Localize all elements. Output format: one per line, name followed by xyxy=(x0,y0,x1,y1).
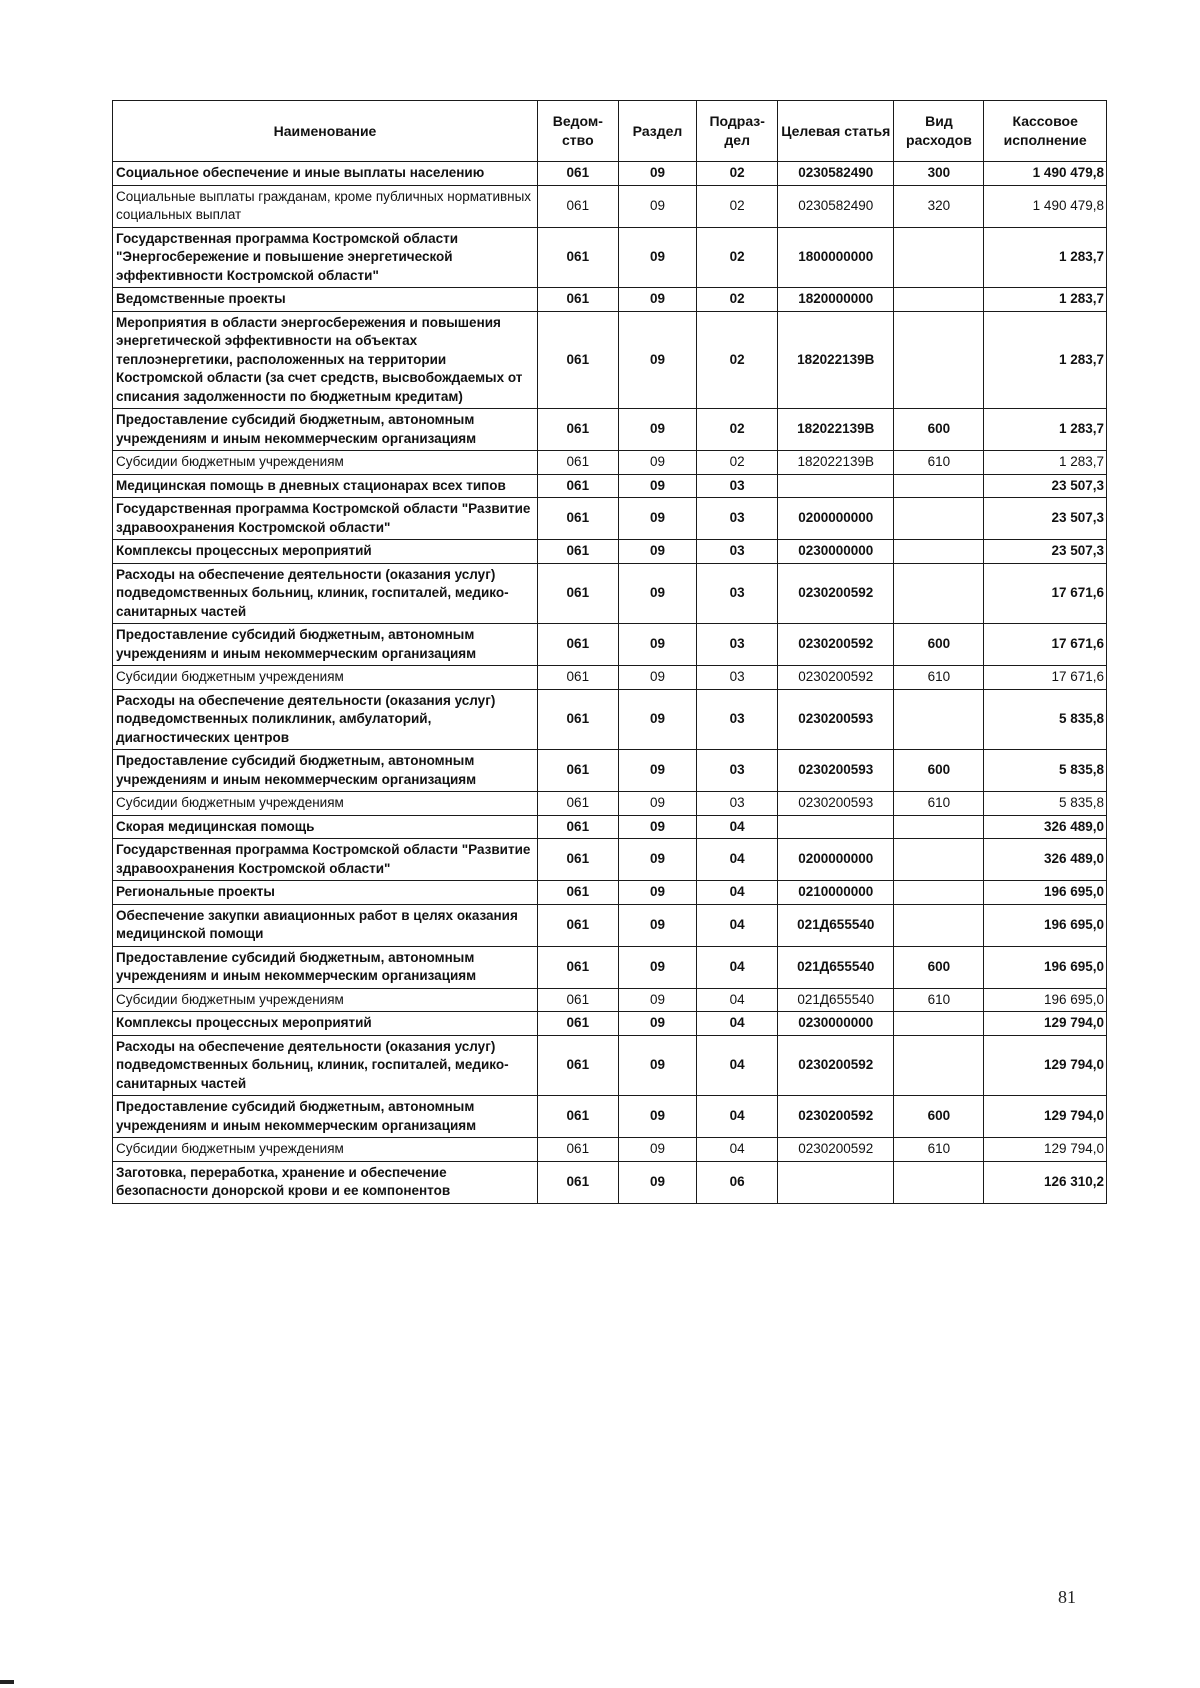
cell-name: Государственная программа Костромской области "Развитие здравоохранения Костромской области" xyxy=(113,498,538,540)
cell-podr: 06 xyxy=(697,1161,778,1203)
cell-podr: 02 xyxy=(697,185,778,227)
cell-vid xyxy=(894,498,984,540)
table-row xyxy=(113,1096,1107,1138)
cell-vid: 610 xyxy=(894,666,984,690)
cell-vid xyxy=(894,1161,984,1203)
cell-vid xyxy=(894,288,984,312)
cell-ved: 061 xyxy=(537,839,618,881)
cell-razd: 09 xyxy=(618,498,697,540)
cell-kass: 1 283,7 xyxy=(984,409,1107,451)
cell-podr: 02 xyxy=(697,227,778,288)
cell-podr: 02 xyxy=(697,451,778,475)
cell-name: Скорая медицинская помощь xyxy=(113,815,538,839)
cell-podr: 03 xyxy=(697,792,778,816)
cell-ved: 061 xyxy=(537,162,618,186)
cell-vid xyxy=(894,311,984,409)
cell-podr: 02 xyxy=(697,409,778,451)
cell-kass: 326 489,0 xyxy=(984,839,1107,881)
cell-podr: 04 xyxy=(697,839,778,881)
header-podr: Подраз-дел xyxy=(697,101,778,162)
cell-podr: 03 xyxy=(697,563,778,624)
table-row xyxy=(113,227,1107,288)
cell-razd: 09 xyxy=(618,311,697,409)
table-row xyxy=(113,288,1107,312)
cell-razd: 09 xyxy=(618,1012,697,1036)
cell-razd: 09 xyxy=(618,988,697,1012)
cell-kass: 23 507,3 xyxy=(984,540,1107,564)
cell-kass: 196 695,0 xyxy=(984,881,1107,905)
cell-name: Субсидии бюджетным учреждениям xyxy=(113,1138,538,1162)
cell-name: Заготовка, переработка, хранение и обеспечение безопасности донорской крови и ее компонентов xyxy=(113,1161,538,1203)
cell-razd: 09 xyxy=(618,288,697,312)
table-row xyxy=(113,409,1107,451)
cell-kass: 129 794,0 xyxy=(984,1012,1107,1036)
cell-cel: 021Д655540 xyxy=(778,988,894,1012)
cell-podr: 04 xyxy=(697,815,778,839)
cell-vid: 600 xyxy=(894,1096,984,1138)
cell-cel xyxy=(778,474,894,498)
cell-vid xyxy=(894,839,984,881)
cell-name: Государственная программа Костромской области "Развитие здравоохранения Костромской области" xyxy=(113,839,538,881)
cell-kass: 17 671,6 xyxy=(984,666,1107,690)
cell-kass: 129 794,0 xyxy=(984,1096,1107,1138)
cell-podr: 04 xyxy=(697,881,778,905)
cell-vid xyxy=(894,227,984,288)
cell-cel xyxy=(778,1161,894,1203)
table-row xyxy=(113,162,1107,186)
cell-name: Предоставление субсидий бюджетным, автономным учреждениям и иным некоммерческим организациям xyxy=(113,946,538,988)
cell-kass: 326 489,0 xyxy=(984,815,1107,839)
budget-table-container xyxy=(112,100,1107,1204)
cell-vid xyxy=(894,689,984,750)
cell-cel: 0230582490 xyxy=(778,162,894,186)
table-row xyxy=(113,498,1107,540)
cell-cel: 1820000000 xyxy=(778,288,894,312)
cell-kass: 5 835,8 xyxy=(984,792,1107,816)
cell-podr: 04 xyxy=(697,946,778,988)
cell-name: Обеспечение закупки авиационных работ в целях оказания медицинской помощи xyxy=(113,904,538,946)
cell-name: Предоставление субсидий бюджетным, автономным учреждениям и иным некоммерческим организациям xyxy=(113,624,538,666)
cell-razd: 09 xyxy=(618,227,697,288)
cell-name: Субсидии бюджетным учреждениям xyxy=(113,988,538,1012)
cell-ved: 061 xyxy=(537,792,618,816)
cell-name: Субсидии бюджетным учреждениям xyxy=(113,792,538,816)
cell-podr: 04 xyxy=(697,1035,778,1096)
cell-razd: 09 xyxy=(618,792,697,816)
cell-name: Предоставление субсидий бюджетным, автономным учреждениям и иным некоммерческим организациям xyxy=(113,750,538,792)
table-header-row xyxy=(113,101,1107,162)
cell-razd: 09 xyxy=(618,666,697,690)
cell-vid: 610 xyxy=(894,792,984,816)
header-kass: Кассовое исполнение xyxy=(984,101,1107,162)
table-row xyxy=(113,451,1107,475)
cell-razd: 09 xyxy=(618,185,697,227)
cell-razd: 09 xyxy=(618,1096,697,1138)
cell-kass: 126 310,2 xyxy=(984,1161,1107,1203)
cell-razd: 09 xyxy=(618,1035,697,1096)
cell-podr: 03 xyxy=(697,689,778,750)
cell-cel: 0230200592 xyxy=(778,1138,894,1162)
header-name: Наименование xyxy=(113,101,538,162)
cell-podr: 03 xyxy=(697,666,778,690)
cell-kass: 1 283,7 xyxy=(984,311,1107,409)
cell-razd: 09 xyxy=(618,1161,697,1203)
cell-vid: 610 xyxy=(894,451,984,475)
cell-vid: 600 xyxy=(894,750,984,792)
cell-razd: 09 xyxy=(618,624,697,666)
cell-ved: 061 xyxy=(537,563,618,624)
table-row xyxy=(113,311,1107,409)
cell-cel: 021Д655540 xyxy=(778,946,894,988)
cell-kass: 196 695,0 xyxy=(984,904,1107,946)
table-row xyxy=(113,563,1107,624)
cell-kass: 1 490 479,8 xyxy=(984,185,1107,227)
table-row xyxy=(113,540,1107,564)
cell-cel: 0200000000 xyxy=(778,839,894,881)
cell-cel: 182022139В xyxy=(778,451,894,475)
header-cel: Целевая статья xyxy=(778,101,894,162)
cell-vid: 320 xyxy=(894,185,984,227)
cell-podr: 02 xyxy=(697,162,778,186)
cell-kass: 23 507,3 xyxy=(984,474,1107,498)
cell-podr: 04 xyxy=(697,1138,778,1162)
cell-name: Комплексы процессных мероприятий xyxy=(113,540,538,564)
cell-cel: 0230000000 xyxy=(778,540,894,564)
cell-cel: 021Д655540 xyxy=(778,904,894,946)
header-razd: Раздел xyxy=(618,101,697,162)
table-row xyxy=(113,815,1107,839)
cell-ved: 061 xyxy=(537,185,618,227)
cell-ved: 061 xyxy=(537,498,618,540)
table-row xyxy=(113,666,1107,690)
budget-execution-table xyxy=(112,100,1107,1204)
cell-kass: 1 283,7 xyxy=(984,288,1107,312)
cell-cel: 0230200593 xyxy=(778,792,894,816)
cell-cel: 0230200592 xyxy=(778,1096,894,1138)
cell-name: Субсидии бюджетным учреждениям xyxy=(113,666,538,690)
cell-name: Расходы на обеспечение деятельности (оказания услуг) подведомственных больниц, клиник, госпиталей, медико-санитарных частей xyxy=(113,563,538,624)
cell-vid: 300 xyxy=(894,162,984,186)
table-row xyxy=(113,839,1107,881)
cell-podr: 04 xyxy=(697,904,778,946)
cell-cel: 0230200592 xyxy=(778,563,894,624)
cell-podr: 04 xyxy=(697,1012,778,1036)
cell-name: Расходы на обеспечение деятельности (оказания услуг) подведомственных поликлиник, амбулаторий, диагностических центров xyxy=(113,689,538,750)
cell-ved: 061 xyxy=(537,689,618,750)
table-row xyxy=(113,750,1107,792)
cell-ved: 061 xyxy=(537,750,618,792)
scan-artifact-mark xyxy=(0,1680,14,1684)
cell-razd: 09 xyxy=(618,904,697,946)
cell-kass: 1 490 479,8 xyxy=(984,162,1107,186)
cell-ved: 061 xyxy=(537,1035,618,1096)
cell-vid xyxy=(894,540,984,564)
cell-ved: 061 xyxy=(537,904,618,946)
cell-ved: 061 xyxy=(537,474,618,498)
cell-name: Социальные выплаты гражданам, кроме публичных нормативных социальных выплат xyxy=(113,185,538,227)
cell-vid: 610 xyxy=(894,1138,984,1162)
cell-cel: 0230200593 xyxy=(778,750,894,792)
table-row xyxy=(113,689,1107,750)
cell-name: Расходы на обеспечение деятельности (оказания услуг) подведомственных больниц, клиник, госпиталей, медико-санитарных частей xyxy=(113,1035,538,1096)
cell-ved: 061 xyxy=(537,988,618,1012)
cell-razd: 09 xyxy=(618,409,697,451)
cell-vid xyxy=(894,1035,984,1096)
cell-cel: 182022139В xyxy=(778,409,894,451)
table-row xyxy=(113,881,1107,905)
cell-cel: 0230200593 xyxy=(778,689,894,750)
cell-vid: 600 xyxy=(894,624,984,666)
cell-kass: 5 835,8 xyxy=(984,750,1107,792)
cell-ved: 061 xyxy=(537,1096,618,1138)
cell-kass: 129 794,0 xyxy=(984,1138,1107,1162)
cell-podr: 03 xyxy=(697,750,778,792)
cell-name: Комплексы процессных мероприятий xyxy=(113,1012,538,1036)
cell-ved: 061 xyxy=(537,666,618,690)
cell-cel xyxy=(778,815,894,839)
table-row xyxy=(113,988,1107,1012)
cell-name: Региональные проекты xyxy=(113,881,538,905)
cell-cel: 0230200592 xyxy=(778,666,894,690)
cell-name: Предоставление субсидий бюджетным, автономным учреждениям и иным некоммерческим организациям xyxy=(113,1096,538,1138)
table-row xyxy=(113,1035,1107,1096)
cell-podr: 03 xyxy=(697,474,778,498)
cell-razd: 09 xyxy=(618,540,697,564)
cell-kass: 5 835,8 xyxy=(984,689,1107,750)
cell-ved: 061 xyxy=(537,288,618,312)
cell-cel: 1800000000 xyxy=(778,227,894,288)
cell-vid xyxy=(894,474,984,498)
cell-ved: 061 xyxy=(537,1161,618,1203)
cell-kass: 129 794,0 xyxy=(984,1035,1107,1096)
cell-kass: 17 671,6 xyxy=(984,624,1107,666)
cell-name: Социальное обеспечение и иные выплаты населению xyxy=(113,162,538,186)
table-row xyxy=(113,624,1107,666)
cell-vid: 600 xyxy=(894,946,984,988)
cell-name: Предоставление субсидий бюджетным, автономным учреждениям и иным некоммерческим организациям xyxy=(113,409,538,451)
cell-name: Ведомственные проекты xyxy=(113,288,538,312)
cell-kass: 17 671,6 xyxy=(984,563,1107,624)
header-vid: Вид расходов xyxy=(894,101,984,162)
cell-vid: 610 xyxy=(894,988,984,1012)
cell-razd: 09 xyxy=(618,839,697,881)
cell-razd: 09 xyxy=(618,162,697,186)
cell-podr: 04 xyxy=(697,988,778,1012)
cell-cel: 0210000000 xyxy=(778,881,894,905)
cell-ved: 061 xyxy=(537,624,618,666)
cell-podr: 04 xyxy=(697,1096,778,1138)
cell-cel: 182022139В xyxy=(778,311,894,409)
table-row xyxy=(113,1161,1107,1203)
cell-ved: 061 xyxy=(537,1012,618,1036)
cell-ved: 061 xyxy=(537,227,618,288)
table-row xyxy=(113,1138,1107,1162)
cell-vid xyxy=(894,1012,984,1036)
cell-podr: 02 xyxy=(697,288,778,312)
cell-ved: 061 xyxy=(537,311,618,409)
cell-cel: 0230000000 xyxy=(778,1012,894,1036)
cell-podr: 02 xyxy=(697,311,778,409)
cell-ved: 061 xyxy=(537,1138,618,1162)
cell-razd: 09 xyxy=(618,689,697,750)
cell-razd: 09 xyxy=(618,815,697,839)
cell-kass: 196 695,0 xyxy=(984,946,1107,988)
cell-podr: 03 xyxy=(697,540,778,564)
cell-name: Медицинская помощь в дневных стационарах всех типов xyxy=(113,474,538,498)
cell-name: Субсидии бюджетным учреждениям xyxy=(113,451,538,475)
cell-razd: 09 xyxy=(618,474,697,498)
cell-ved: 061 xyxy=(537,946,618,988)
cell-cel: 0230582490 xyxy=(778,185,894,227)
cell-podr: 03 xyxy=(697,624,778,666)
cell-podr: 03 xyxy=(697,498,778,540)
table-row xyxy=(113,474,1107,498)
table-row xyxy=(113,1012,1107,1036)
table-row xyxy=(113,185,1107,227)
cell-cel: 0230200592 xyxy=(778,1035,894,1096)
cell-kass: 196 695,0 xyxy=(984,988,1107,1012)
cell-razd: 09 xyxy=(618,946,697,988)
cell-ved: 061 xyxy=(537,815,618,839)
header-ved: Ведом-ство xyxy=(537,101,618,162)
cell-vid xyxy=(894,881,984,905)
cell-razd: 09 xyxy=(618,881,697,905)
cell-ved: 061 xyxy=(537,451,618,475)
cell-ved: 061 xyxy=(537,540,618,564)
cell-name: Мероприятия в области энергосбережения и повышения энергетической эффективности на объектах теплоэнергетики, расположенных на территории Костромской области (за счет средств, высвобождаемых от списания задолженности по бюджетным кредитам) xyxy=(113,311,538,409)
table-row xyxy=(113,946,1107,988)
cell-name: Государственная программа Костромской области "Энергосбережение и повышение энергетической эффективности Костромской области" xyxy=(113,227,538,288)
cell-kass: 1 283,7 xyxy=(984,451,1107,475)
cell-kass: 23 507,3 xyxy=(984,498,1107,540)
cell-razd: 09 xyxy=(618,750,697,792)
cell-vid: 600 xyxy=(894,409,984,451)
cell-vid xyxy=(894,904,984,946)
page-number: 81 xyxy=(1058,1587,1076,1607)
table-body xyxy=(113,162,1107,1204)
cell-razd: 09 xyxy=(618,563,697,624)
table-row xyxy=(113,792,1107,816)
cell-ved: 061 xyxy=(537,409,618,451)
cell-cel: 0230200592 xyxy=(778,624,894,666)
cell-ved: 061 xyxy=(537,881,618,905)
cell-vid xyxy=(894,815,984,839)
table-row xyxy=(113,904,1107,946)
cell-kass: 1 283,7 xyxy=(984,227,1107,288)
cell-razd: 09 xyxy=(618,1138,697,1162)
cell-vid xyxy=(894,563,984,624)
cell-razd: 09 xyxy=(618,451,697,475)
cell-cel: 0200000000 xyxy=(778,498,894,540)
